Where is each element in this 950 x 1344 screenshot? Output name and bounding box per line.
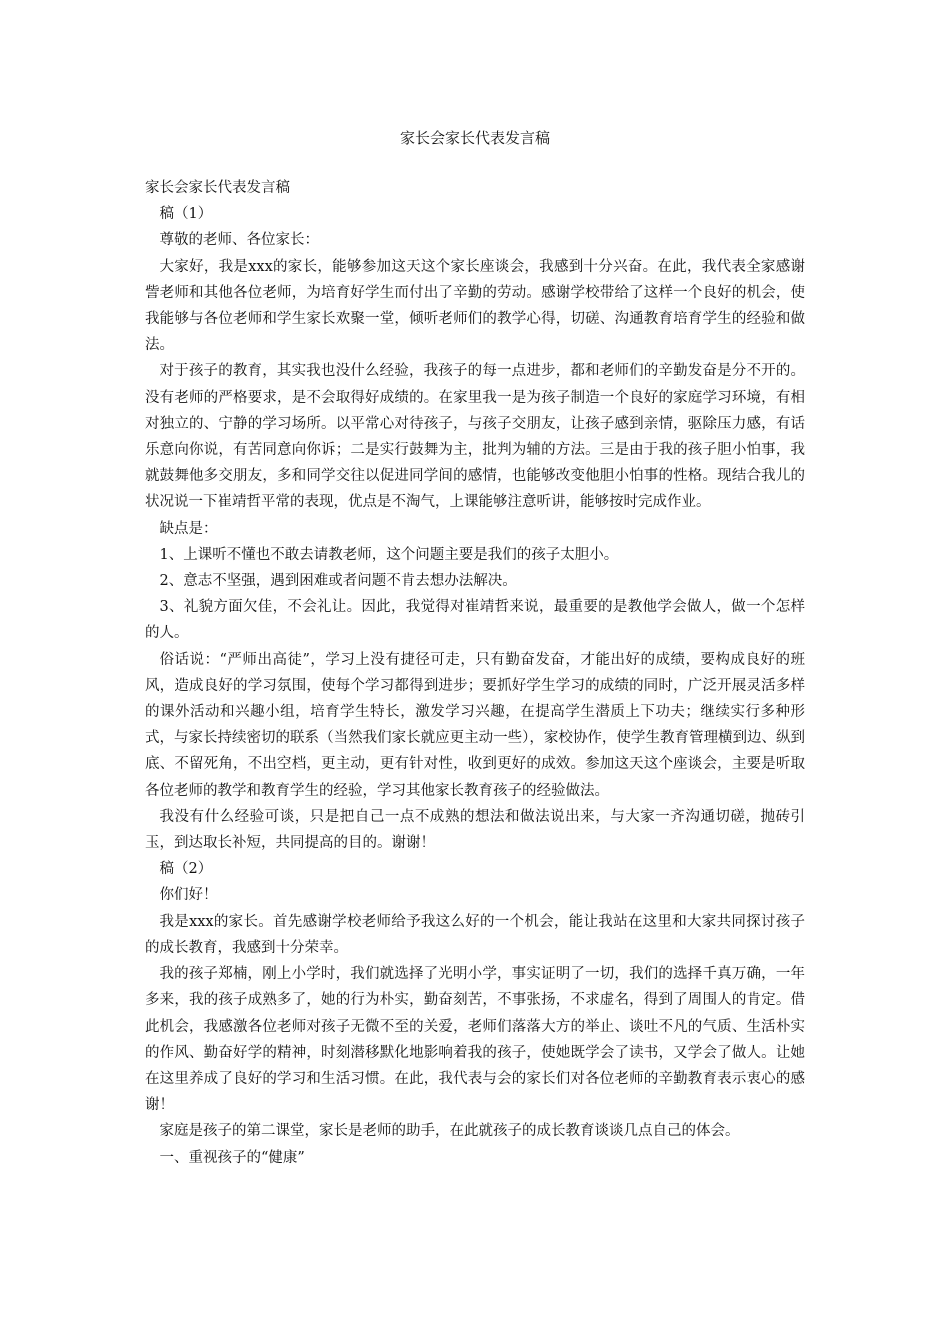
- paragraph: 对于孩子的教育，其实我也没什么经验，我孩子的每一点进步，都和老师们的辛勤发奋是分不开的。没有老师的严格要求，是不会取得好成绩的。在家里我一是为孩子制造一个良好的家庭学习环境，有相对独立的、宁静的学习场所。以平常心对待孩子，与孩子交朋友，让孩子感到亲情，驱除压力感，有话乐意向你说，有苦同意向你诉；二是实行鼓舞为主，批判为辅的方法。三是由于我的孩子胆小怕事，我就鼓舞他多交朋友，多和同学交往以促进同学间的感情，也能够改变他胆小怕事的性格。现结合我儿的状况说一下崔靖哲平常的表现，优点是不淘气，上课能够注意听讲，能够按时完成作业。: [145, 363, 805, 511]
- paragraph: 家长会家长代表发言稿: [145, 180, 290, 196]
- paragraph: 稿（1）: [159, 206, 213, 223]
- paragraph: 家庭是孩子的第二课堂，家长是老师的助手，在此就孩子的成长教育谈谈几点自己的体会。: [159, 1123, 740, 1140]
- document-title: 家长会家长代表发言稿: [399, 129, 550, 147]
- paragraph: 稿（2）: [159, 861, 213, 878]
- paragraph: 一、重视孩子的“健康”: [159, 1149, 305, 1166]
- paragraph: 3、礼貌方面欠佳，不会礼让。因此，我觉得对崔靖哲来说，最重要的是教他学会做人，做一个怎样的人。: [145, 599, 805, 642]
- paragraph: 你们好！: [159, 887, 218, 904]
- paragraph: 我没有什么经验可谈，只是把自己一点不成熟的想法和做法说出来，与大家一齐沟通切磋，抛砖引玉，到达取长补短，共同提高的目的。谢谢！: [145, 808, 805, 852]
- paragraph: 尊敬的老师、各位家长：: [159, 232, 319, 249]
- paragraph: 我是xxx的家长。首先感谢学校老师给予我这么好的一个机会，能让我站在这里和大家共同探讨孩子的成长教育，我感到十分荣幸。: [145, 913, 805, 956]
- paragraph: 大家好，我是xxx的家长，能够参加这天这个家长座谈会，我感到十分兴奋。在此，我代表全家感谢訾老师和其他各位老师，为培育好学生而付出了辛勤的劳动。感谢学校带给了这样一个良好的机会，使我能够与各位老师和学生家长欢聚一堂，倾听老师们的教学心得，切磋、沟通教育培育学生的经验和做法。: [145, 258, 805, 354]
- paragraph: 俗话说：“严师出高徒”，学习上没有捷径可走，只有勤奋发奋，才能出好的成绩，要构成良好的班风，造成良好的学习氛围，使每个学习都得到进步；要抓好学生学习的成绩的同时，广泛开展灵活多样的课外活动和兴趣小组，培育学生特长，激发学习兴趣，在提高学生潜质上下功夫；继续实行多种形式，与家长持续密切的联系（当然我们家长就应更主动一些），家校协作，使学生教育管理横到边、纵到底、不留死角，不出空档，更主动，更有针对性，收到更好的成效。参加这天这个座谈会，主要是听取各位老师的教学和教育学生的经验，学习其他家长教育孩子的经验做法。: [145, 651, 805, 799]
- paragraph: 缺点是：: [159, 520, 218, 537]
- paragraph: 2、意志不坚强，遇到困难或者问题不肯去想办法解决。: [159, 573, 517, 590]
- document-body: [145, 175, 805, 1171]
- paragraph: 我的孩子郑楠，刚上小学时，我们就选择了光明小学，事实证明了一切，我们的选择千真万确，一年多来，我的孩子成熟多了，她的行为朴实，勤奋刻苦，不事张扬，不求虚名，得到了周围人的肯定。借此机会，我感激各位老师对孩子无微不至的关爱，老师们落落大方的举止、谈吐不凡的气质、生活朴实的作风、勤奋好学的精神，时刻潜移默化地影响着我的孩子，使她既学会了读书，又学会了做人。让她在这里养成了良好的学习和生活习惯。在此，我代表与会的家长们对各位老师的辛勤教育表示衷心的感谢！: [145, 966, 805, 1114]
- paragraph: 1、上课听不懂也不敢去请教老师，这个问题主要是我们的孩子太胆小。: [159, 546, 619, 563]
